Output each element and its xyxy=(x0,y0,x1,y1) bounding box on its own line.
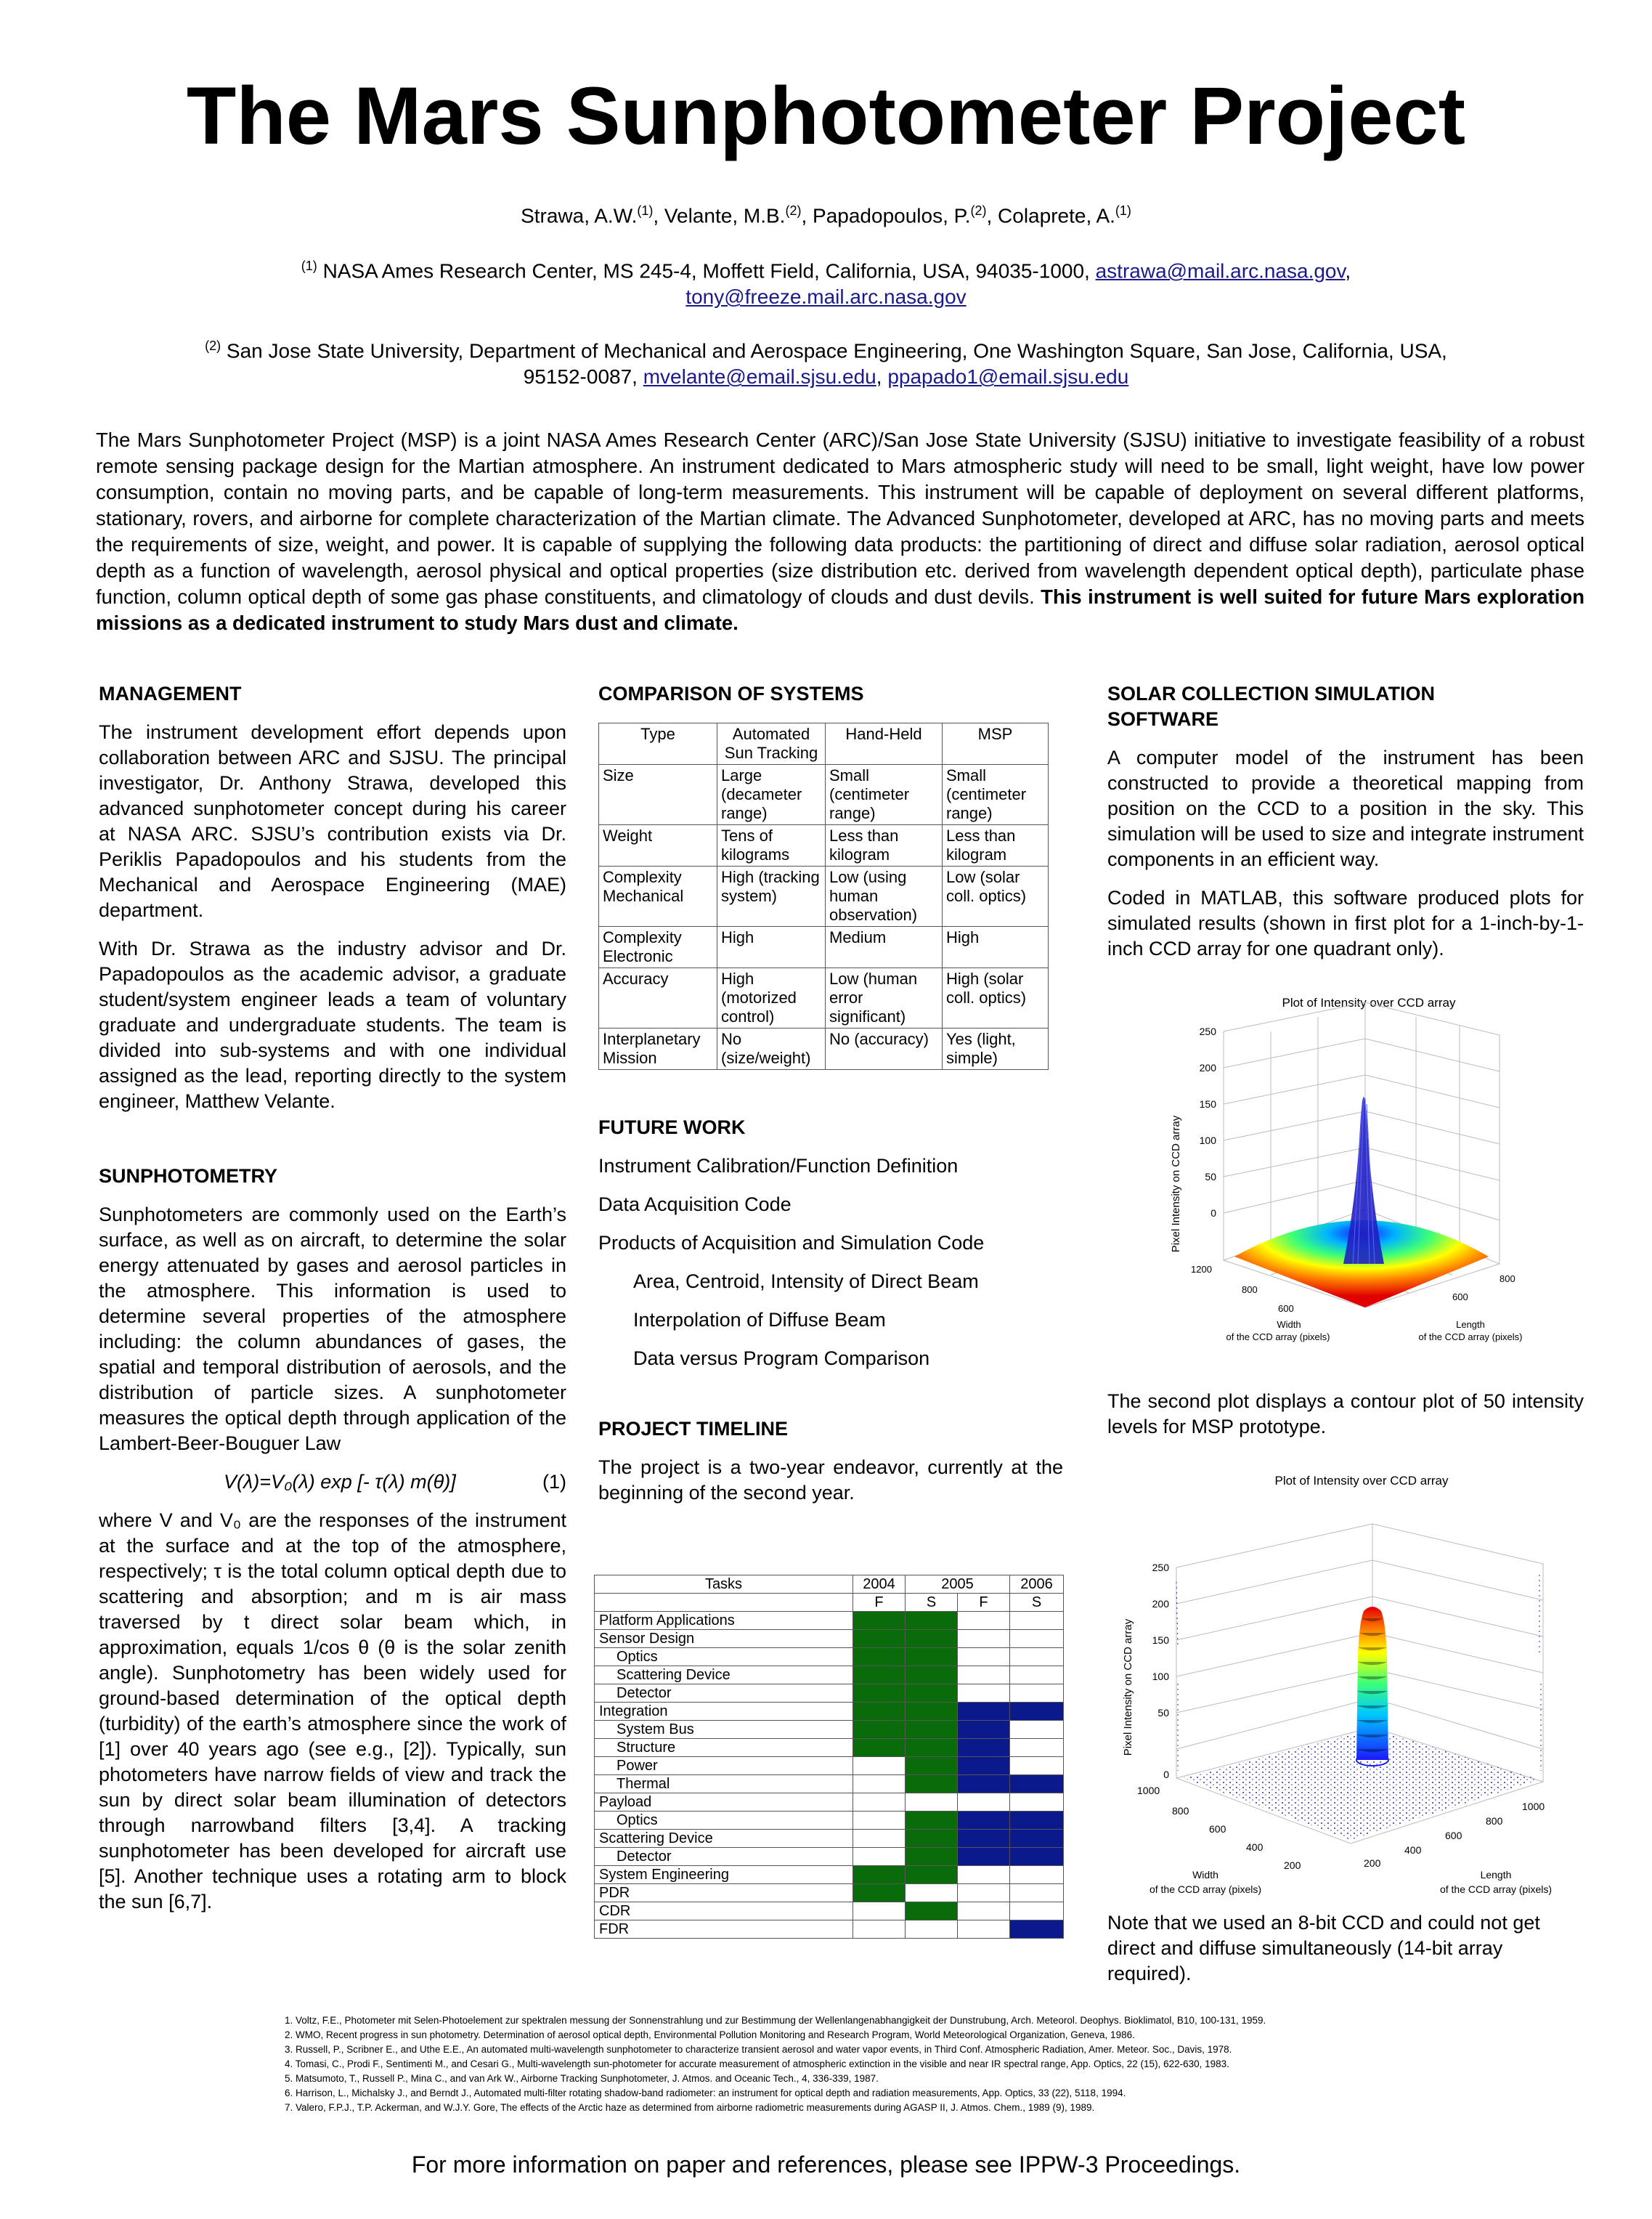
tick-label: 800 xyxy=(1486,1815,1503,1827)
timeline-cell-empty xyxy=(906,1793,958,1812)
timeline-row xyxy=(595,1830,1064,1848)
timeline-cell-empty xyxy=(853,1830,906,1848)
email-link[interactable]: mvelante@email.sjsu.edu xyxy=(643,365,876,389)
tick-label: 800 xyxy=(1242,1284,1258,1295)
tick-label: 150 xyxy=(1152,1634,1169,1646)
timeline-year: 2004 xyxy=(853,1575,906,1594)
tick-label: 100 xyxy=(1152,1671,1169,1682)
timeline-cell-green xyxy=(853,1684,906,1703)
tick-label: 50 xyxy=(1205,1171,1216,1182)
timeline-cell-green xyxy=(853,1612,906,1630)
y-axis-label: Length xyxy=(1480,1869,1512,1881)
tick-label: 50 xyxy=(1157,1707,1169,1719)
poster-title: The Mars Sunphotometer Project xyxy=(186,70,1466,161)
timeline-cell-blue xyxy=(1010,1830,1064,1848)
timeline-row xyxy=(595,1721,1064,1739)
timeline-cell-blue xyxy=(1010,1848,1064,1866)
equation-text: V(λ)=V₀(λ) exp [- τ(λ) m(θ)] xyxy=(224,1471,456,1493)
timeline-heading: PROJECT TIMELINE xyxy=(598,1418,789,1440)
middle-column xyxy=(598,681,1063,1519)
task-name: Detector xyxy=(595,1684,853,1703)
timeline-cell-empty xyxy=(958,1666,1010,1684)
timeline-spacer xyxy=(595,1594,853,1612)
affil-sup: (1) xyxy=(1115,203,1131,218)
tick-label: 100 xyxy=(1199,1135,1216,1146)
timeline-row xyxy=(595,1648,1064,1666)
timeline-cell-empty xyxy=(958,1684,1010,1703)
solar-heading-2: SOFTWARE xyxy=(1107,708,1218,730)
solar-p4: Note that we used an 8-bit CCD and could not get direct and diffuse simultaneously (14-bit array required). xyxy=(1107,1912,1540,1984)
timeline-row xyxy=(595,1666,1064,1684)
task-name: System Bus xyxy=(595,1721,853,1739)
affil-sup: (2) xyxy=(785,203,802,218)
table-row xyxy=(599,765,1049,825)
timeline-cell-green xyxy=(906,1866,958,1884)
timeline-cell-empty xyxy=(1010,1721,1064,1739)
list-item: Area, Centroid, Intensity of Direct Beam xyxy=(633,1270,979,1292)
timeline-row xyxy=(595,1920,1064,1939)
timeline-cell-empty xyxy=(1010,1902,1064,1920)
tick-label: 200 xyxy=(1152,1598,1169,1610)
task-name: Integration xyxy=(595,1703,853,1721)
timeline-cell-green xyxy=(906,1848,958,1866)
tick-label: 400 xyxy=(1404,1844,1422,1856)
timeline-cell-green xyxy=(906,1630,958,1648)
table-cell: No (accuracy) xyxy=(826,1029,943,1070)
tick-label: 600 xyxy=(1278,1303,1294,1314)
tick-label: 400 xyxy=(1246,1841,1264,1853)
z-axis-label: Pixel Intensity on CCD array xyxy=(1170,1115,1182,1253)
timeline-cell-green xyxy=(853,1739,906,1757)
affil-text: 95152-0087, xyxy=(523,365,643,389)
abstract xyxy=(96,427,1584,636)
tick-label: 600 xyxy=(1209,1823,1226,1835)
author: , Colaprete, A. xyxy=(986,204,1115,227)
table-row xyxy=(599,927,1049,968)
timeline-cell-empty xyxy=(853,1775,906,1793)
timeline-row xyxy=(595,1775,1064,1793)
timeline-header: Tasks xyxy=(595,1575,853,1594)
timeline-cell-green xyxy=(853,1866,906,1884)
timeline-season: F xyxy=(958,1594,1010,1612)
timeline-cell-empty xyxy=(1010,1666,1064,1684)
timeline-cell-empty xyxy=(853,1902,906,1920)
timeline-cell-empty xyxy=(1010,1793,1064,1812)
task-name: PDR xyxy=(595,1884,853,1902)
reference: 5. Matsumoto, T., Russell P., Mina C., and van Ark W., Airborne Tracking Sunphotometer, J. Atmos. and Oceanic Tech., 4, 336-339, 1987. xyxy=(285,2073,879,2084)
management-heading: MANAGEMENT xyxy=(99,683,242,705)
table-cell: Interplanetary Mission xyxy=(599,1029,717,1070)
timeline-cell-blue xyxy=(958,1812,1010,1830)
table-cell: Low (solar coll. optics) xyxy=(943,867,1049,927)
timeline-cell-green xyxy=(853,1648,906,1666)
timeline-cell-blue xyxy=(1010,1920,1064,1939)
z-ticks xyxy=(1200,1026,1217,1219)
table-cell: High xyxy=(717,927,826,968)
timeline-cell-empty xyxy=(958,1920,1010,1939)
tick-label: 200 xyxy=(1199,1062,1216,1074)
col-header: Automated Sun Tracking xyxy=(717,723,826,765)
timeline-cell-empty xyxy=(958,1793,1010,1812)
tick-label: 800 xyxy=(1500,1273,1515,1284)
task-name: Optics xyxy=(595,1812,853,1830)
timeline-cell-green xyxy=(906,1830,958,1848)
abstract-bold: This instrument is well suited for future Mars exploration missions as a dedicated instrument to study Mars dust and climate. xyxy=(96,585,1584,634)
tick-label: 200 xyxy=(1284,1859,1301,1871)
timeline-cell-blue xyxy=(1010,1775,1064,1793)
timeline-cell-blue xyxy=(958,1721,1010,1739)
timeline-row xyxy=(595,1902,1064,1920)
task-name: Detector xyxy=(595,1848,853,1866)
table-cell: High (solar coll. optics) xyxy=(943,968,1049,1029)
authors xyxy=(0,203,1652,227)
table-cell: Small (centimeter range) xyxy=(943,765,1049,825)
tick-label: 250 xyxy=(1199,1026,1216,1037)
task-name: CDR xyxy=(595,1902,853,1920)
contour-plot-svg xyxy=(1111,1466,1576,1907)
table-cell: Complexity Mechanical xyxy=(599,867,717,927)
comparison-heading: COMPARISON OF SYSTEMS xyxy=(598,683,864,705)
tick-label: 200 xyxy=(1364,1857,1381,1869)
footer-note: For more information on paper and references, please see IPPW-3 Proceedings. xyxy=(411,2151,1241,2178)
timeline-cell-green xyxy=(906,1721,958,1739)
z-ticks xyxy=(1152,1562,1170,1780)
timeline-cell-green xyxy=(853,1666,906,1684)
solar-p4-block xyxy=(1107,1910,1584,2000)
table-cell: Large (decameter range) xyxy=(717,765,826,825)
table-cell: Size xyxy=(599,765,717,825)
affiliation-1 xyxy=(109,253,1543,310)
tick-label: 1000 xyxy=(1522,1801,1545,1812)
tick-label: 0 xyxy=(1210,1207,1216,1219)
timeline-cell-empty xyxy=(958,1612,1010,1630)
timeline-row xyxy=(595,1684,1064,1703)
table-cell: Low (human error significant) xyxy=(826,968,943,1029)
reference: 3. Russell, P., Scribner E., and Uthe E.E., An automated multi-wavelength sunphotometer to characterize transient aerosol and water vapor events, in Third Conf. Atmospheric Radiation, Amer. Meteor. Soc., Davis, 1978. xyxy=(285,2044,1232,2055)
table-cell: Yes (light, simple) xyxy=(943,1029,1049,1070)
table-cell: Complexity Electronic xyxy=(599,927,717,968)
timeline-cell-green xyxy=(906,1902,958,1920)
timeline-cell-green xyxy=(906,1612,958,1630)
equation-number: (1) xyxy=(542,1471,566,1493)
timeline-row xyxy=(595,1793,1064,1812)
left-column xyxy=(99,681,566,1928)
task-name: Structure xyxy=(595,1739,853,1757)
timeline-row xyxy=(595,1757,1064,1775)
table-cell: High (tracking system) xyxy=(717,867,826,927)
timeline-row xyxy=(595,1703,1064,1721)
email-link[interactable]: tony@freeze.mail.arc.nasa.gov xyxy=(685,285,967,309)
timeline-row xyxy=(595,1884,1064,1902)
table-cell: Accuracy xyxy=(599,968,717,1029)
timeline-cell-empty xyxy=(1010,1739,1064,1757)
reference: 4. Tomasi, C., Prodi F., Sentimenti M., and Cesari G., Multi-wavelength sun-photometer for accurate measurement of atmospheric extinction in the visible and near IR spectral range, App. Optics, 22 (15), 622-630, 1983. xyxy=(285,2058,1229,2069)
timeline-cell-blue xyxy=(958,1848,1010,1866)
x-axis-label-2: of the CCD array (pixels) xyxy=(1226,1331,1330,1342)
timeline-cell-blue xyxy=(958,1739,1010,1757)
affil-sup: (2) xyxy=(205,338,221,353)
list-item: Instrument Calibration/Function Definition xyxy=(598,1155,959,1177)
management-p1: The instrument development effort depends upon collaboration between ARC and SJSU. The principal investigator, Dr. Anthony Strawa, developed this advanced sunphotometer concept during his career at NASA ARC. SJSU’s contribution exists via Dr. Periklis Papadopoulos and his students from the Mechanical and Aerospace Engineering (MAE) department. xyxy=(99,721,566,921)
timeline-cell-green xyxy=(906,1812,958,1830)
table-cell: High xyxy=(943,927,1049,968)
table-cell: Tens of kilograms xyxy=(717,825,826,867)
list-item: Interpolation of Diffuse Beam xyxy=(633,1309,886,1331)
email-link[interactable]: ppapado1@email.sjsu.edu xyxy=(887,365,1129,389)
task-name: Scattering Device xyxy=(595,1666,853,1684)
timeline-cell-green xyxy=(906,1666,958,1684)
timeline-cell-blue xyxy=(958,1830,1010,1848)
task-name: Thermal xyxy=(595,1775,853,1793)
affiliation-2 xyxy=(109,333,1543,390)
reference: 7. Valero, F.P.J., T.P. Ackerman, and W.J.Y. Gore, The effects of the Arctic haze as determined from airborne radiometric measurements during AGASP II, J. Atmos. Chem., 1989 (9), 1989. xyxy=(285,2102,1095,2113)
tick-label: 1000 xyxy=(1137,1785,1160,1796)
col-header: Type xyxy=(599,723,717,765)
tick-label: 600 xyxy=(1445,1830,1462,1841)
timeline-cell-green xyxy=(853,1884,906,1902)
future-heading: FUTURE WORK xyxy=(598,1116,746,1138)
tick-label: 0 xyxy=(1163,1769,1169,1780)
timeline-cell-empty xyxy=(1010,1612,1064,1630)
table-cell: No (size/weight) xyxy=(717,1029,826,1070)
email-link[interactable]: astrawa@mail.arc.nasa.gov xyxy=(1095,259,1346,283)
timeline-year: 2005 xyxy=(906,1575,1010,1594)
timeline-cell-empty xyxy=(853,1920,906,1939)
solar-p3-block xyxy=(1107,1389,1584,1453)
timeline-cell-blue xyxy=(958,1703,1010,1721)
surface-plot-svg xyxy=(1147,988,1561,1366)
future-list xyxy=(598,1153,1063,1371)
y-axis-label-2: of the CCD array (pixels) xyxy=(1439,1883,1553,1895)
affil-sup: (1) xyxy=(301,259,317,273)
separator: , xyxy=(1345,259,1351,283)
task-name: Platform Applications xyxy=(595,1612,853,1630)
timeline-cell-green xyxy=(853,1630,906,1648)
author: , Velante, M.B. xyxy=(653,204,786,227)
timeline-cell-empty xyxy=(906,1920,958,1939)
right-column xyxy=(1107,681,1584,975)
timeline-table xyxy=(594,1575,1064,1939)
y-axis-label: Length xyxy=(1456,1319,1485,1330)
separator: , xyxy=(876,365,888,389)
task-name: Sensor Design xyxy=(595,1630,853,1648)
timeline-season: S xyxy=(906,1594,958,1612)
tick-label: 150 xyxy=(1199,1098,1216,1110)
timeline-season: S xyxy=(1010,1594,1064,1612)
table-cell: Less than kilogram xyxy=(943,825,1049,867)
table-row xyxy=(599,968,1049,1029)
timeline-cell-green xyxy=(906,1757,958,1775)
solar-p3: The second plot displays a contour plot of 50 intensity levels for MSP prototype. xyxy=(1107,1390,1584,1437)
tick-label: 1200 xyxy=(1191,1264,1212,1275)
timeline-cell-empty xyxy=(1010,1630,1064,1648)
plot-surface xyxy=(1147,988,1561,1366)
timeline-cell-empty xyxy=(958,1884,1010,1902)
affil-text: San Jose State University, Department of Mechanical and Aerospace Engineering, One Washington Square, San Jose, California, USA, xyxy=(221,339,1447,362)
timeline-cell-empty xyxy=(958,1648,1010,1666)
timeline-year: 2006 xyxy=(1010,1575,1064,1594)
timeline-row xyxy=(595,1739,1064,1757)
timeline-cell-blue xyxy=(958,1757,1010,1775)
affil-sup: (1) xyxy=(637,203,654,218)
sunphotometry-heading: SUNPHOTOMETRY xyxy=(99,1165,278,1187)
timeline-cell-empty xyxy=(1010,1884,1064,1902)
timeline-cell-empty xyxy=(1010,1757,1064,1775)
timeline-cell-blue xyxy=(1010,1812,1064,1830)
timeline-cell-empty xyxy=(853,1793,906,1812)
table-row xyxy=(599,867,1049,927)
timeline-cell-empty xyxy=(958,1902,1010,1920)
affil-sup: (2) xyxy=(970,203,987,218)
solar-heading: SOLAR COLLECTION SIMULATION xyxy=(1107,683,1435,705)
solar-p1: A computer model of the instrument has been constructed to provide a theoretical mapping from position on the CCD to a position in the sky. This simulation will be used to size and integrate instrument components in an efficient way. xyxy=(1107,747,1584,870)
timeline-p1: The project is a two-year endeavor, currently at the beginning of the second year. xyxy=(598,1456,1063,1504)
x-axis-label-2: of the CCD array (pixels) xyxy=(1149,1883,1262,1895)
reference: 6. Harrison, L., Michalsky J., and Berndt J., Automated multi-filter rotating shadow-band radiometer: an instrument for optical depth and radiation measurements, App. Optics, 33 (22), 5118, 1994. xyxy=(285,2088,1126,2098)
tick-label: 600 xyxy=(1452,1291,1468,1302)
task-name: Power xyxy=(595,1757,853,1775)
solar-p2: Coded in MATLAB, this software produced plots for simulated results (shown in first plot for a 1-inch-by-1-inch CCD array for one quadrant only). xyxy=(1107,887,1584,960)
timeline-cell-empty xyxy=(958,1866,1010,1884)
peak xyxy=(1343,1097,1384,1264)
timeline-cell-empty xyxy=(1010,1684,1064,1703)
reference: 2. WMO, Recent progress in sun photometry. Determination of aerosol optical depth, Environmental Pollution Monitoring and Research Program, World Meteorological Organization, Geneva, 1986. xyxy=(285,2029,1135,2040)
task-name: System Engineering xyxy=(595,1866,853,1884)
tick-label: 800 xyxy=(1172,1805,1189,1817)
timeline-cell-empty xyxy=(1010,1866,1064,1884)
timeline-cell-empty xyxy=(1010,1648,1064,1666)
timeline-cell-empty xyxy=(958,1630,1010,1648)
timeline-cell-green xyxy=(906,1739,958,1757)
timeline-season: F xyxy=(853,1594,906,1612)
list-item: Products of Acquisition and Simulation Code xyxy=(598,1232,985,1254)
comparison-table xyxy=(598,723,1049,1070)
col-header: Hand-Held xyxy=(826,723,943,765)
timeline-cell-green xyxy=(853,1721,906,1739)
timeline-row xyxy=(595,1812,1064,1830)
table-row xyxy=(599,825,1049,867)
references xyxy=(285,2013,1519,2115)
timeline-cell-green xyxy=(906,1775,958,1793)
timeline-cell-blue xyxy=(958,1775,1010,1793)
list-item: Data Acquisition Code xyxy=(598,1193,792,1215)
timeline-cell-blue xyxy=(1010,1703,1064,1721)
table-cell: Medium xyxy=(826,927,943,968)
y-axis-label-2: of the CCD array (pixels) xyxy=(1418,1331,1523,1342)
table-cell: Low (using human observation) xyxy=(826,867,943,927)
management-p2: With Dr. Strawa as the industry advisor and Dr. Papadopoulos as the academic advisor, a graduate student/system engineer leads a team of voluntary graduate and undergraduate students. The team is divided into sub-systems and with one individual assigned as the lead, reporting directly to the system engineer, Matthew Velante. xyxy=(99,938,566,1112)
timeline-cell-green xyxy=(853,1703,906,1721)
table-cell: Small (centimeter range) xyxy=(826,765,943,825)
timeline-row xyxy=(595,1612,1064,1630)
timeline-cell-empty xyxy=(906,1884,958,1902)
plot-title: Plot of Intensity over CCD array xyxy=(1282,996,1456,1010)
timeline-cell-empty xyxy=(853,1757,906,1775)
plot-contour xyxy=(1111,1466,1576,1907)
table-row xyxy=(599,1029,1049,1070)
timeline-row xyxy=(595,1866,1064,1884)
plot-title: Plot of Intensity over CCD array xyxy=(1274,1474,1449,1488)
list-item: Data versus Program Comparison xyxy=(633,1347,930,1369)
table-cell: Weight xyxy=(599,825,717,867)
task-name: Scattering Device xyxy=(595,1830,853,1848)
col-header: MSP xyxy=(943,723,1049,765)
equation xyxy=(99,1469,566,1495)
timeline-cell-empty xyxy=(853,1812,906,1830)
task-name: Optics xyxy=(595,1648,853,1666)
timeline-cell-green xyxy=(906,1703,958,1721)
task-name: Payload xyxy=(595,1793,853,1812)
tick-label: 250 xyxy=(1152,1562,1169,1573)
timeline-cell-green xyxy=(906,1648,958,1666)
task-name: FDR xyxy=(595,1920,853,1939)
x-axis-label: Width xyxy=(1192,1869,1218,1881)
timeline-cell-empty xyxy=(853,1848,906,1866)
x-axis-label: Width xyxy=(1277,1319,1301,1330)
z-axis-label: Pixel Intensity on CCD array xyxy=(1122,1618,1134,1756)
timeline-row xyxy=(595,1848,1064,1866)
reference: 1. Voltz, F.E., Photometer mit Selen-Photoelement zur spektralen messung der Sonnenstrahlung und zur Bestimmung der Wellenlangenabhangigkeit der Dunstrubung, Arch. Meteorol. Deophys. Bioklimatol, B10, 100-131, 1959. xyxy=(285,2015,1266,2026)
sunphotometry-p2: where V and V₀ are the responses of the instrument at the surface and at the top of the atmosphere, respectively; τ is the total column optical depth due to scattering and absorption; and m is air mass traversed by t direct solar beam which, in approximation, equals 1/cos θ (θ is the solar zenith angle). Sunphotometry has been widely used for ground-based determination of the optical depth (turbidity) of the earth’s atmosphere since the work of [1] over 40 years ago (see e.g., [2]). Typically, sun photometers have narrow fields of view and track the sun by direct solar beam illumination of detectors through narrowband filters [3,4]. A tracking sunphotometer has been developed for aircraft use [5]. Another technique uses a rotating arm to block the sun [6,7]. xyxy=(99,1509,566,1912)
timeline-row xyxy=(595,1630,1064,1648)
author: , Papadopoulos, P. xyxy=(801,204,971,227)
abstract-text: The Mars Sunphotometer Project (MSP) is a joint NASA Ames Research Center (ARC)/San Jose State University (SJSU) initiative to investigate feasibility of a robust remote sensing package design for the Martian atmosphere. An instrument dedicated to Mars atmospheric study will need to be small, light weight, have low power consumption, contain no moving parts, and be capable of long-term measurements. This instrument will be capable of deployment on several different platforms, stationary, rovers, and airborne for complete characterization of the Martian climate. The Advanced Sunphotometer, developed at ARC, has no moving parts and meets the requirements of size, weight, and power. It is capable of supplying the following data products: the partitioning of direct and diffuse solar radiation, aerosol optical depth as a function of wavelength, aerosol physical and optical properties (size distribution etc. derived from wavelength dependent optical depth), particulate phase function, column optical depth of some gas phase constituents, and climatology of clouds and dust devils. xyxy=(96,429,1584,608)
timeline-cell-green xyxy=(906,1684,958,1703)
sunphotometry-p1: Sunphotometers are commonly used on the Earth’s surface, as well as on aircraft, to determine the solar energy attenuated by gases and aerosol particles in the atmosphere. This information is used to determine several properties of the atmosphere including: the column abundances of gases, the spatial and temporal distribution of aerosols, and the distribution of particle sizes. A sunphotometer measures the optical depth through application of the Lambert-Beer-Bouguer Law xyxy=(99,1204,566,1454)
table-cell: Less than kilogram xyxy=(826,825,943,867)
author: Strawa, A.W. xyxy=(521,204,638,227)
affil-text: NASA Ames Research Center, MS 245-4, Moffett Field, California, USA, 94035-1000, xyxy=(317,259,1096,283)
table-cell: High (motorized control) xyxy=(717,968,826,1029)
